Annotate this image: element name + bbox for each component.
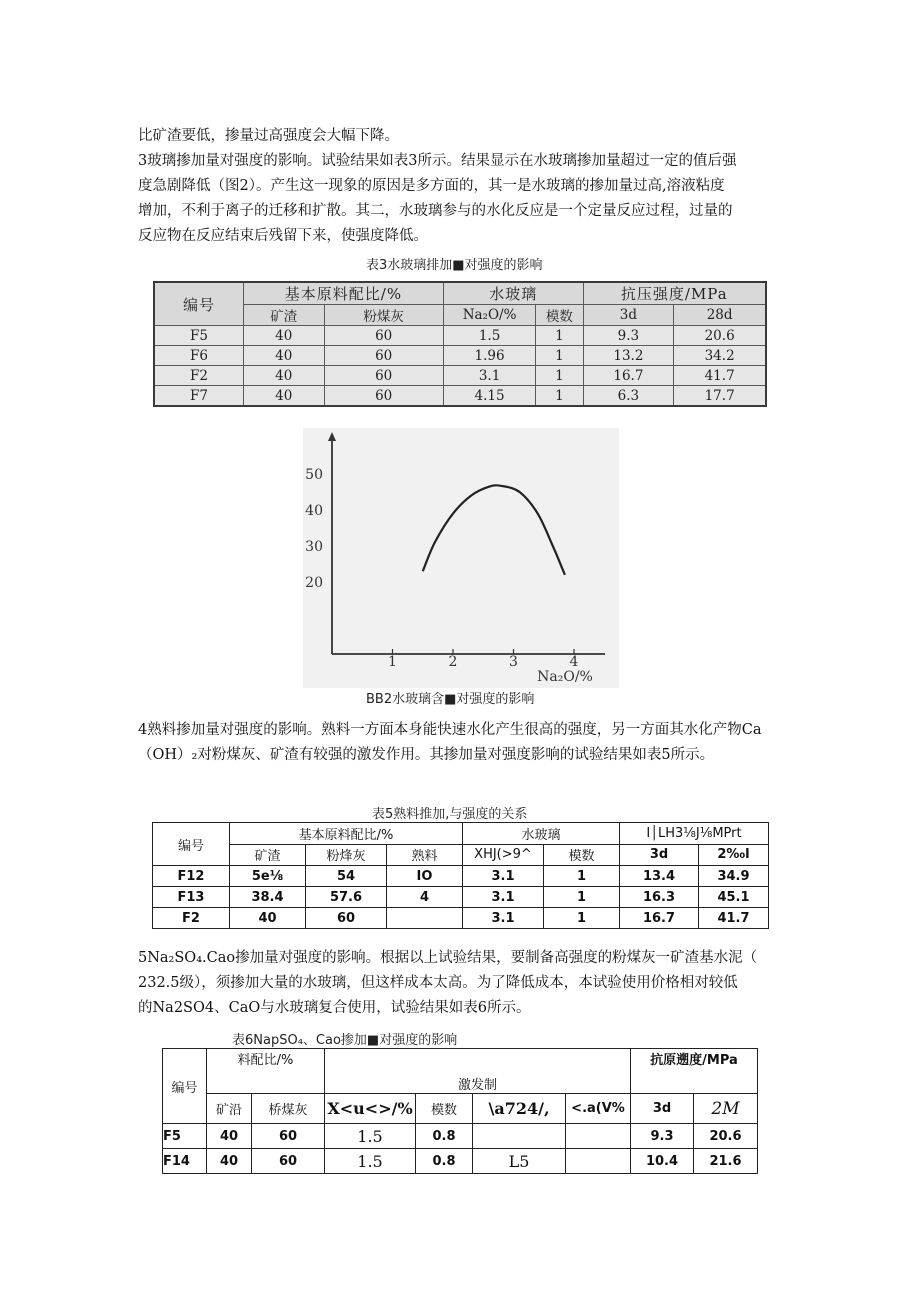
x-tick-label: 2 <box>448 654 458 670</box>
table-row <box>154 386 766 407</box>
table5-sub-header: 3d <box>620 844 699 866</box>
table-cell: F14 <box>163 1149 207 1174</box>
table3-header-glass: 水玻璃 <box>443 282 583 305</box>
table5-header-glass: 水玻璃 <box>463 823 620 845</box>
table-cell: 40 <box>230 908 306 929</box>
x-axis-label: Na₂O/% <box>537 669 593 685</box>
table-row <box>153 866 769 887</box>
table-cell: F12 <box>153 866 230 887</box>
table5-sub-header: 粉烽灰 <box>306 844 387 866</box>
chart-axes <box>328 432 605 654</box>
y-tick-label: 20 <box>305 575 323 591</box>
text-line: 4熟料掺加量对强度的影响。熟料一方面本身能快速水化产生很高的强度，另一方面其水化产物Ca <box>138 722 762 738</box>
table-cell: 16.3 <box>620 887 699 908</box>
table-cell: 20.6 <box>674 326 766 346</box>
table-cell: 60 <box>306 908 387 929</box>
x-tick-label: 1 <box>388 654 397 670</box>
table-cell: 40 <box>244 386 325 407</box>
text-line: 反应物在反应结束后残留下来，使强度降低。 <box>138 228 428 244</box>
table-row <box>154 346 766 366</box>
table3-sub-header: 粉煤灰 <box>324 305 443 326</box>
table-cell: 1.96 <box>443 346 535 366</box>
y-tick-label: 40 <box>305 503 323 519</box>
table6-sub-header: 矿沿 <box>207 1094 252 1124</box>
table-cell: F7 <box>154 386 244 407</box>
table3-sub-header: 28d <box>674 305 766 326</box>
table-cell: 1 <box>536 366 583 386</box>
table-cell: 1 <box>536 386 583 407</box>
chart-svg <box>303 428 619 688</box>
table-cell: 40 <box>244 326 325 346</box>
table5-header-id: 编号 <box>153 823 230 866</box>
table-cell: 54 <box>306 866 387 887</box>
table6-header-strength: 抗原遡度/MPa <box>631 1049 758 1094</box>
table-cell: 57.6 <box>306 887 387 908</box>
table3-sub-header: 3d <box>583 305 674 326</box>
table-cell: 4.15 <box>443 386 535 407</box>
table-cell: 10.4 <box>631 1149 694 1174</box>
text-line: （OH）₂对粉煤灰、矿渣有较强的激发作用。其掺加量对强度影响的试验结果如表5所示。 <box>138 747 715 763</box>
table-cell: 60 <box>324 346 443 366</box>
table6 <box>162 1048 758 1174</box>
table-cell: 1 <box>536 326 583 346</box>
table-cell: 9.3 <box>583 326 674 346</box>
table-cell: 38.4 <box>230 887 306 908</box>
text-line: 232.5级），须掺加大量的水玻璃，但这样成本太高。为了降低成本，本试验使用价格相对较低 <box>138 975 738 991</box>
table-cell: 1.5 <box>325 1124 416 1149</box>
table5-caption: 表5熟料推加,与强度的关系 <box>372 807 528 822</box>
table-cell: 21.6 <box>694 1149 758 1174</box>
table-cell: 1.5 <box>325 1149 416 1174</box>
table6-sub-header: \a724/, <box>473 1094 566 1124</box>
table3-header-strength: 抗压强度/MPa <box>583 282 766 305</box>
table-cell: 60 <box>252 1149 325 1174</box>
table3-header-id: 编号 <box>154 282 244 326</box>
figure2-chart <box>303 428 619 688</box>
text-line: 5Na₂SO₄.Cao掺加量对强度的影响。根据以上试验结果，要制备高强度的粉煤灰一矿渣基水泥（ <box>138 950 758 966</box>
table-cell: 60 <box>324 366 443 386</box>
table3-caption: 表3水玻璃排加■对强度的影响 <box>366 258 543 273</box>
table-cell: 41.7 <box>699 908 769 929</box>
paragraph-glass-effect <box>138 149 786 249</box>
table-cell: 3.1 <box>463 887 544 908</box>
table-cell: 5e⅛ <box>230 866 306 887</box>
x-tick-label: 4 <box>569 654 579 670</box>
table-row <box>153 887 769 908</box>
table-cell: 13.4 <box>620 866 699 887</box>
table6-sub-header: 桥煤灰 <box>252 1094 325 1124</box>
table3-sub-header: 矿渣 <box>244 305 325 326</box>
table-cell <box>566 1124 631 1149</box>
table-cell: 16.7 <box>583 366 674 386</box>
y-tick-label: 50 <box>305 467 323 483</box>
table5-sub-header: XHJ(>9^ <box>463 844 544 866</box>
table-cell: 16.7 <box>620 908 699 929</box>
table-cell: 40 <box>244 366 325 386</box>
table-cell <box>473 1124 566 1149</box>
table-cell: 3.1 <box>443 366 535 386</box>
table-cell: IO <box>387 866 463 887</box>
table-cell: 6.3 <box>583 386 674 407</box>
table-cell: 40 <box>244 346 325 366</box>
table-cell: 60 <box>252 1124 325 1149</box>
table-cell: 1 <box>544 887 620 908</box>
table-cell <box>387 908 463 929</box>
table-cell: F5 <box>163 1124 207 1149</box>
table-cell: 3.1 <box>463 908 544 929</box>
table6-header-ratio: 料配比/% <box>207 1049 325 1094</box>
table-cell: F6 <box>154 346 244 366</box>
table-cell: F2 <box>154 366 244 386</box>
table6-sub-header: X<u<>/% <box>325 1094 416 1124</box>
table-cell: 1 <box>544 908 620 929</box>
table-row <box>163 1124 758 1149</box>
table-row <box>154 326 766 346</box>
table-cell: 40 <box>207 1149 252 1174</box>
table-cell: L5 <box>473 1149 566 1174</box>
y-axis-arrow-icon <box>328 432 336 441</box>
table-cell: 0.8 <box>416 1124 473 1149</box>
table6-caption: 表6NapSO₄、Cao掺加■对强度的影响 <box>232 1033 458 1048</box>
table5-sub-header: 2‰l <box>699 844 769 866</box>
table6-sub-header: 模数 <box>416 1094 473 1124</box>
table6-header-activator: 激发制 <box>325 1049 631 1094</box>
table-cell: 34.9 <box>699 866 769 887</box>
table3 <box>153 281 767 407</box>
table3-sub-header: 模数 <box>536 305 583 326</box>
table-cell: 17.7 <box>674 386 766 407</box>
text-line: 3玻璃掺加量对强度的影响。试验结果如表3所示。结果显示在水玻璃掺加量超过一定的值后强 <box>138 153 737 169</box>
figure2-caption: BB2水玻璃含■对强度的影响 <box>366 692 535 707</box>
table-row <box>163 1149 758 1174</box>
table-cell: 34.2 <box>674 346 766 366</box>
text-line: 比矿渣要低，掺量过高强度会大幅下降。 <box>138 128 399 144</box>
table6-sub-header: <.a(V% <box>566 1094 631 1124</box>
table-cell: F13 <box>153 887 230 908</box>
series-line-28d <box>423 485 565 575</box>
table-cell <box>566 1149 631 1174</box>
table-cell: F5 <box>154 326 244 346</box>
table-cell: 45.1 <box>699 887 769 908</box>
table-row <box>153 908 769 929</box>
table6-sub-header: 3d <box>631 1094 694 1124</box>
table-cell: 1.5 <box>443 326 535 346</box>
y-tick-label: 30 <box>305 539 323 555</box>
paragraph-clinker-effect <box>138 718 786 768</box>
paragraph-sulfate-effect <box>138 946 786 1021</box>
x-tick-label: 3 <box>509 654 518 670</box>
table-row <box>154 366 766 386</box>
table6-header-id: 编号 <box>163 1049 207 1124</box>
table-cell: 40 <box>207 1124 252 1149</box>
table5 <box>152 822 769 929</box>
table5-sub-header: 熟料 <box>387 844 463 866</box>
table-cell: 0.8 <box>416 1149 473 1174</box>
text-line: 增加，不利于离子的迁移和扩散。其二，水玻璃参与的水化反应是一个定量反应过程，过量的 <box>138 203 733 219</box>
table6-sub-header: 2M <box>694 1094 758 1124</box>
text-line: 度急剧降低（图2）。产生这一现象的原因是多方面的，其一是水玻璃的掺加量过高,溶液粘度 <box>138 178 725 194</box>
table-cell: 60 <box>324 326 443 346</box>
text-line: 的Na2SO4、CaO与水玻璃复合使用，试验结果如表6所示。 <box>138 1000 531 1016</box>
table-cell: 4 <box>387 887 463 908</box>
paragraph-intro <box>138 124 786 149</box>
table-cell: 13.2 <box>583 346 674 366</box>
table5-sub-header: 模数 <box>544 844 620 866</box>
table-cell: 1 <box>544 866 620 887</box>
table-cell: F2 <box>153 908 230 929</box>
table3-sub-header: Na₂O/% <box>443 305 535 326</box>
table3-header-ratio: 基本原料配比/% <box>244 282 444 305</box>
table-cell: 60 <box>324 386 443 407</box>
table-cell: 20.6 <box>694 1124 758 1149</box>
table5-header-ratio: 基本原料配比/% <box>230 823 463 845</box>
table-cell: 9.3 <box>631 1124 694 1149</box>
table5-sub-header: 矿渣 <box>230 844 306 866</box>
table-cell: 1 <box>536 346 583 366</box>
table-cell: 41.7 <box>674 366 766 386</box>
table5-header-strength: I│LH3⅛J⅛MPrt <box>620 823 769 845</box>
table-cell: 3.1 <box>463 866 544 887</box>
